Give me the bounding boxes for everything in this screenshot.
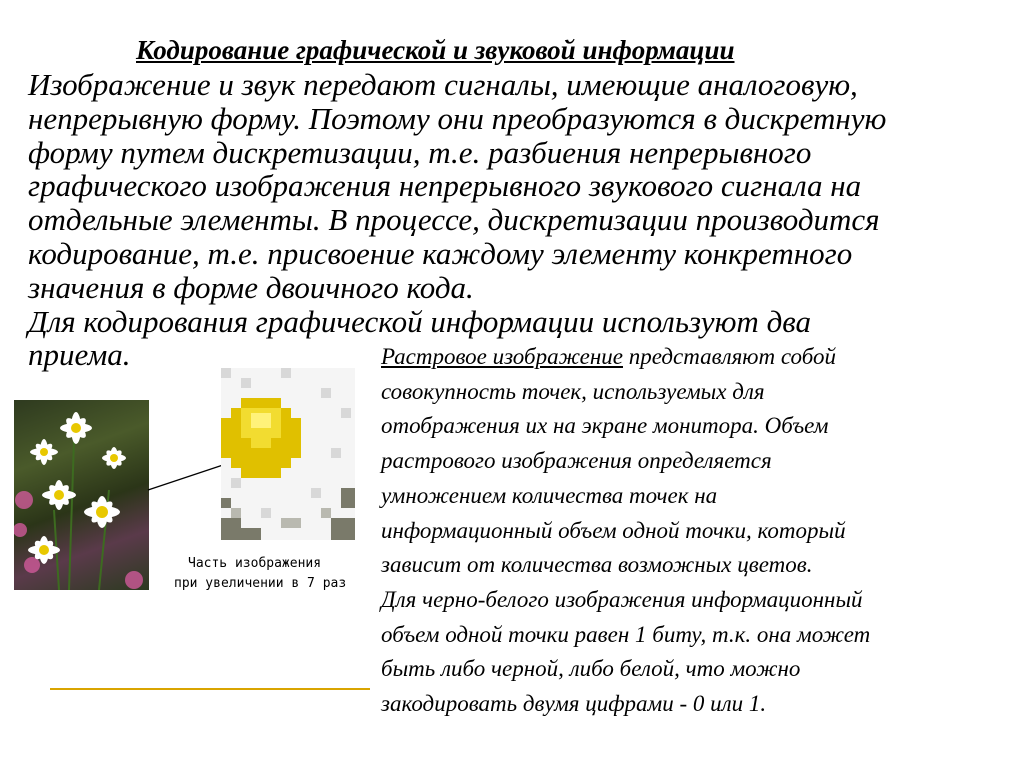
main-line: приема. bbox=[28, 337, 131, 373]
right-line: информационный объем одной точки, который bbox=[381, 517, 846, 543]
slide-title: Кодирование графической и звуковой информации bbox=[136, 35, 735, 65]
main-paragraph bbox=[28, 68, 1018, 372]
image-caption bbox=[174, 554, 346, 594]
right-line bbox=[381, 340, 1021, 375]
main-line: Для кодирования графической информации используют два bbox=[28, 303, 811, 339]
raster-term: Растровое изображение bbox=[381, 344, 623, 369]
right-line: объем одной точки равен 1 биту, т.к. она может bbox=[381, 621, 871, 647]
right-line: отображения их на экране монитора. Объем bbox=[381, 413, 829, 439]
zoomed-daisy-part bbox=[221, 368, 355, 540]
raster-description bbox=[381, 340, 1021, 722]
main-line: форму путем дискретизации, т.е. разбиения непрерывного bbox=[28, 134, 812, 170]
main-line: отдельные элементы. В процессе, дискретизации производится bbox=[28, 202, 880, 238]
daisy-photo-graphic bbox=[14, 400, 149, 590]
right-line: закодировать двумя цифрами - 0 или 1. bbox=[381, 691, 767, 717]
right-line: совокупность точек, используемых для bbox=[381, 378, 765, 404]
right-line: Для черно-белого изображения информационный bbox=[381, 586, 863, 612]
caption-line-2: при увеличении в 7 раз bbox=[174, 576, 347, 591]
main-line: непрерывную форму. Поэтому они преобразуются в дискретную bbox=[28, 100, 887, 136]
accent-divider bbox=[50, 688, 370, 690]
right-line: зависит от количества возможных цветов. bbox=[381, 552, 813, 578]
main-line: кодирование, т.е. присвоение каждому элементу конкретного bbox=[28, 235, 853, 271]
daisy-photo bbox=[14, 400, 149, 590]
zoomed-pixels-graphic bbox=[221, 368, 355, 540]
main-line: значения в форме двоичного кода. bbox=[28, 269, 474, 305]
caption-line-1: Часть изображения bbox=[188, 556, 322, 571]
main-line: Изображение и звук передают сигналы, имеющие аналоговую, bbox=[28, 67, 858, 102]
right-line: растрового изображения определяется bbox=[381, 448, 772, 474]
right-line: быть либо черной, либо белой, что можно bbox=[381, 656, 801, 682]
main-line: графического изображения непрерывного звукового сигнала на bbox=[28, 168, 862, 204]
right-line: умножением количества точек на bbox=[381, 482, 718, 508]
right-line-rest: представляют собой bbox=[622, 344, 836, 369]
